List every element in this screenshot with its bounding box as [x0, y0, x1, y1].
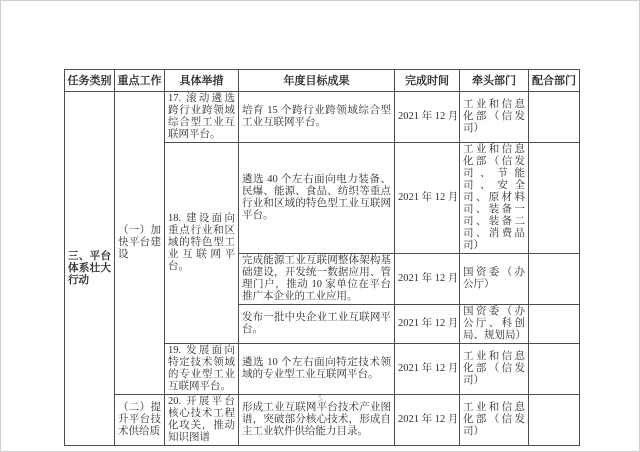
cell-key-work-1: （一）加快平台建设 [115, 92, 165, 395]
cell-time-19: 2021 年 12 月 [395, 344, 460, 395]
header-specific-measures: 具体举措 [165, 70, 239, 92]
header-annual-goal: 年度目标成果 [239, 70, 395, 92]
cell-coop-18c [529, 305, 580, 344]
header-support-department: 配合部门 [529, 70, 580, 92]
cell-coop-17 [529, 92, 580, 143]
cell-time-18a: 2021 年 12 月 [395, 143, 460, 254]
header-task-category: 任务类别 [65, 70, 115, 92]
cell-goal-20: 形成工业互联网平台技术产业图谱，突破部分核心技术，形成自主工业软件供给能力目录。 [239, 395, 395, 446]
cell-time-20: 2021 年 12 月 [395, 395, 460, 446]
cell-measure-18: 18. 建设面向重点行业和区域的特色型工业互联网平台。 [165, 143, 239, 344]
cell-lead-20: 工业和信息化部（信发司） [460, 395, 529, 446]
cell-coop-18b [529, 254, 580, 305]
cell-coop-19 [529, 344, 580, 395]
cell-measure-20: 20. 开展平台核心技术工程化攻关，推动知识图谱 [165, 395, 239, 446]
cell-time-17: 2021 年 12 月 [395, 92, 460, 143]
cell-key-work-2: （二）提升平台技术供给质 [115, 395, 165, 446]
cell-time-18c: 2021 年 12 月 [395, 305, 460, 344]
cell-coop-18a [529, 143, 580, 254]
tasks-table [64, 69, 580, 446]
page-number: 5 [318, 394, 322, 403]
cell-measure-19: 19. 发展面向特定技术领域的专业型工业互联网平台。 [165, 344, 239, 395]
cell-goal-19: 遴选 10 个左右面向特定技术领域的专业型工业互联网平台。 [239, 344, 395, 395]
table-header-row [65, 70, 580, 92]
cell-task-category: 三、平台体系壮大行动 [65, 92, 115, 446]
header-completion-time: 完成时间 [395, 70, 460, 92]
cell-lead-17: 工业和信息化部（信发司） [460, 92, 529, 143]
cell-goal-18c: 发布一批中央企业工业互联网平台。 [239, 305, 395, 344]
header-key-work: 重点工作 [115, 70, 165, 92]
table-row [65, 92, 580, 143]
cell-time-18b: 2021 年 12 月 [395, 254, 460, 305]
cell-lead-18a: 工业和信息化部（信发司、节能司、安全司、原材料司、装备一司、装备二司、消费品司） [460, 143, 529, 254]
cell-lead-19: 工业和信息化部（信发司） [460, 344, 529, 395]
cell-goal-18a: 遴选 40 个左右面向电力装备、民爆、能源、食品、纺织等重点行业和区域的特色型工业互联网平台。 [239, 143, 395, 254]
cell-lead-18b: 国资委（办公厅） [460, 254, 529, 305]
header-lead-department: 牵头部门 [460, 70, 529, 92]
cell-goal-18b: 完成能源工业互联网整体架构基础建设，开发统一数据应用、管理门户，推动 10 家单位在平台推广本企业的工业应用。 [239, 254, 395, 305]
cell-measure-17: 17. 滚动遴选跨行业跨领域综合型工业互联网平台。 [165, 92, 239, 143]
cell-goal-17: 培育 15 个跨行业跨领域综合型工业互联网平台。 [239, 92, 395, 143]
cell-lead-18c: 国资委（办公厅、科创局、规划局） [460, 305, 529, 344]
